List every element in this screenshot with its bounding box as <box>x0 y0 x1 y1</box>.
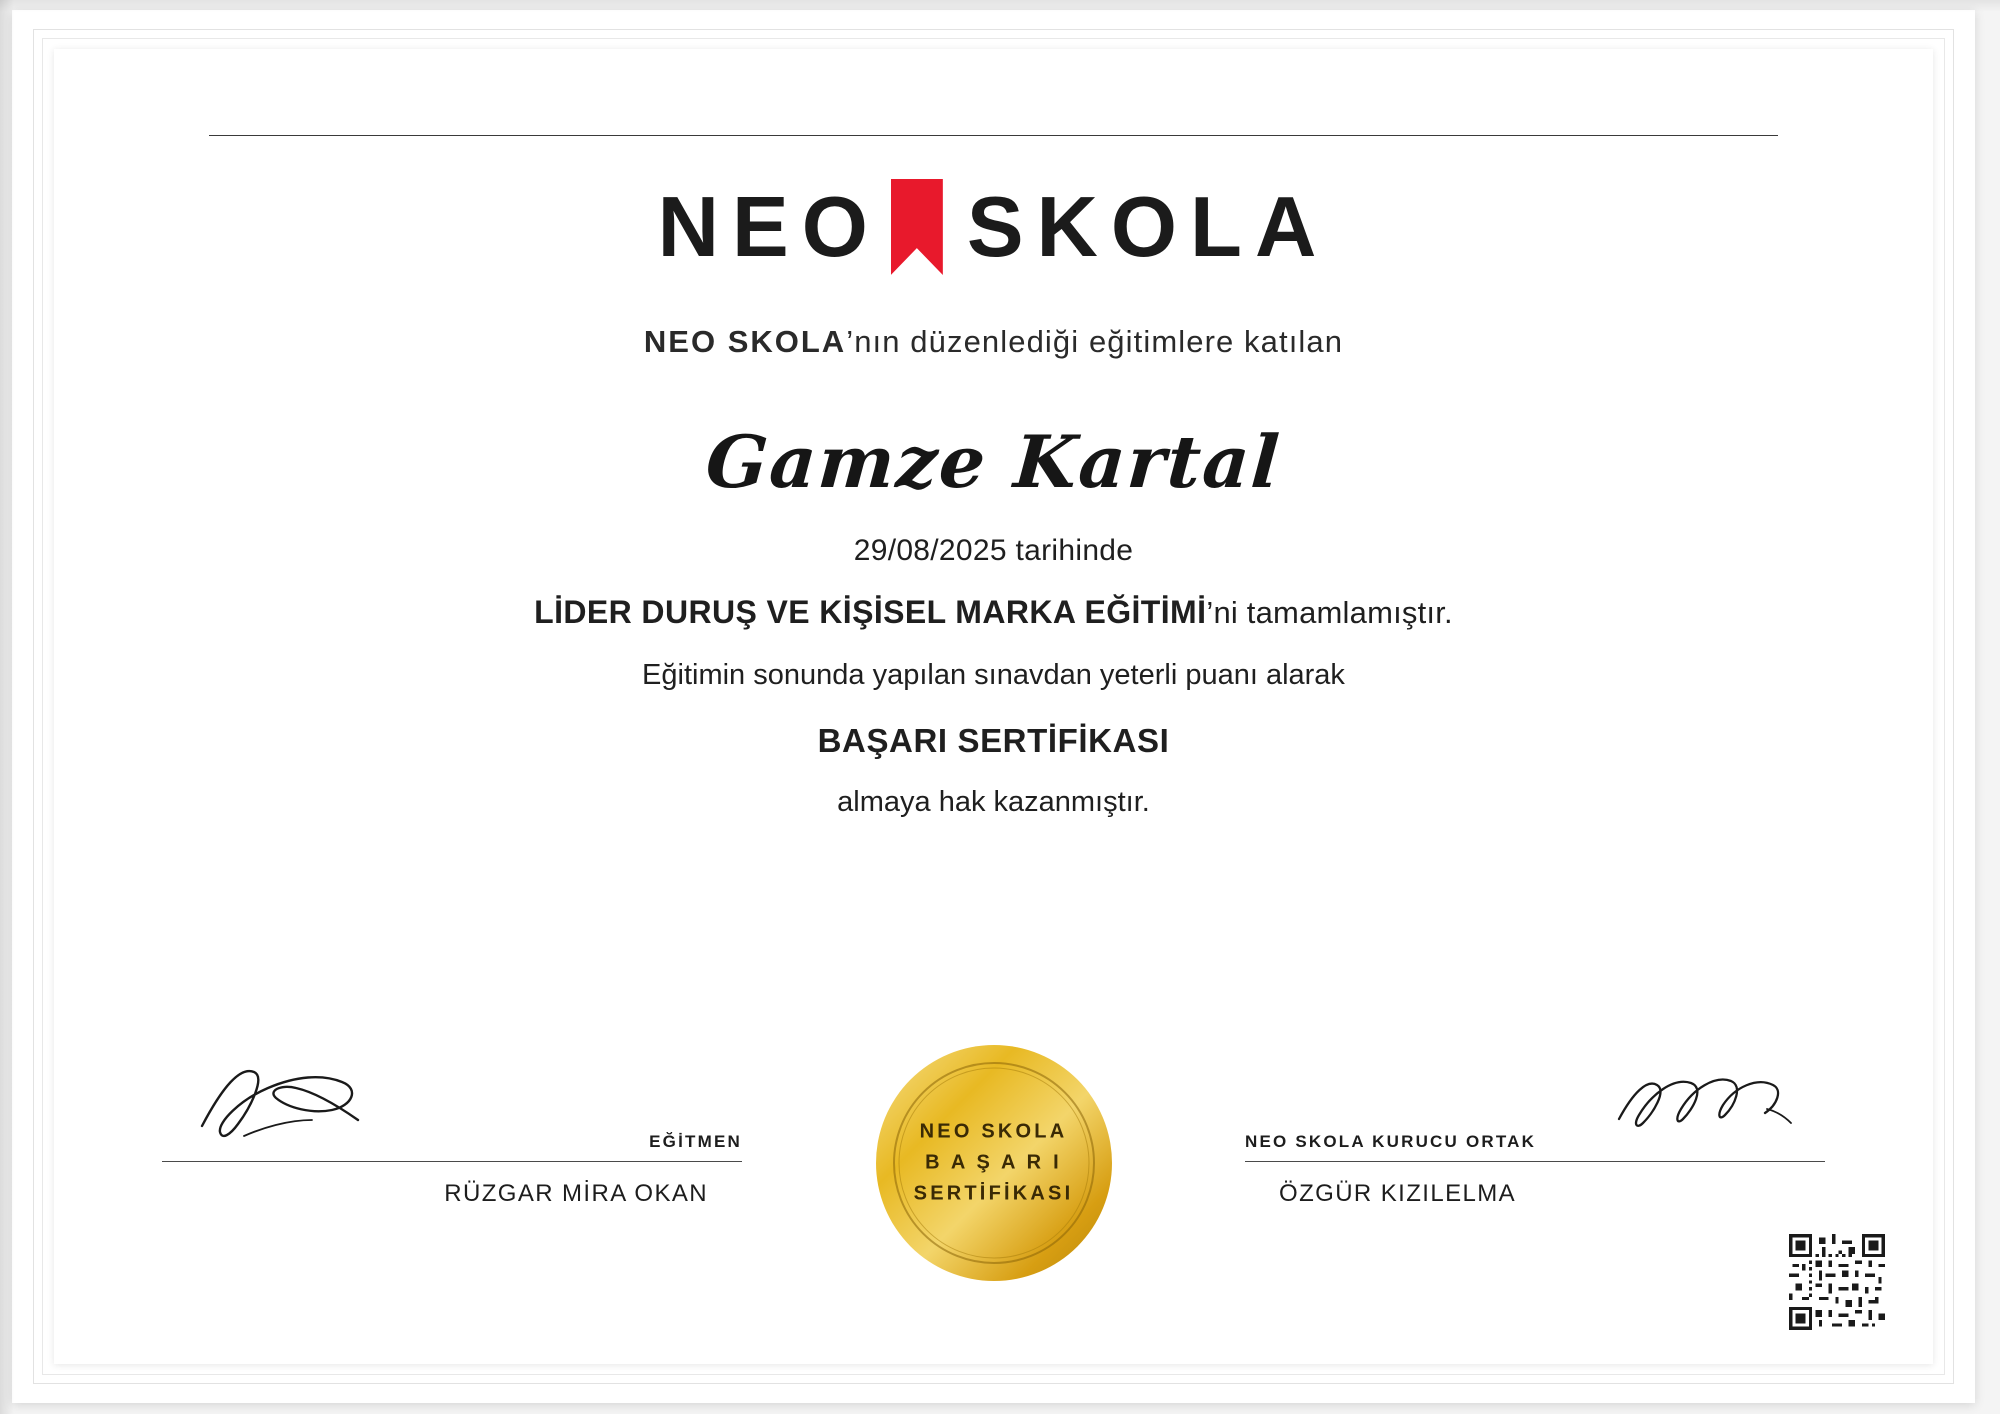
subtitle-brand: NEO SKOLA <box>643 324 847 359</box>
seal-line-3: SERTİFİKASI <box>913 1182 1074 1205</box>
seal-line-1: NEO SKOLA <box>919 1120 1068 1143</box>
ribbon-bookmark-icon <box>891 179 943 275</box>
certificate-body <box>54 534 1933 819</box>
scan-shadow-left <box>0 0 14 1414</box>
certificate-title-line: BAŞARI SERTİFİKASI <box>817 722 1170 759</box>
course-line <box>54 594 1933 631</box>
signature-name-left: RÜZGAR MİRA OKAN <box>444 1180 708 1207</box>
signature-name-right: ÖZGÜR KIZILELMA <box>1279 1180 1517 1207</box>
seal-line-2: B A Ş A R I <box>925 1151 1062 1174</box>
signature-rule-right <box>1245 1161 1825 1162</box>
qr-code[interactable] <box>1789 1234 1885 1330</box>
certificate-subtitle <box>54 324 1933 360</box>
subtitle-rest: ’nın düzenlediği eğitimlere katılan <box>846 324 1344 359</box>
closing-line: almaya hak kazanmıştır. <box>837 786 1150 818</box>
seal-text <box>871 1117 1117 1210</box>
logo-word-neo: NEO <box>657 179 881 275</box>
signature-role-right: NEO SKOLA KURUCU ORTAK <box>1245 1132 1537 1151</box>
certificate-card <box>54 49 1933 1364</box>
certificate-content <box>54 49 1933 1364</box>
logo-word-skola: SKOLA <box>966 179 1330 275</box>
neoskola-logo <box>54 179 1933 275</box>
header-divider <box>209 135 1778 136</box>
issue-date-line: 29/08/2025 tarihinde <box>853 534 1134 567</box>
gold-seal <box>871 1040 1117 1286</box>
exam-line: Eğitimin sonunda yapılan sınavdan yeterli puanı alarak <box>642 659 1345 691</box>
course-name: LİDER DURUŞ VE KİŞİSEL MARKA EĞİTİMİ <box>534 594 1207 630</box>
recipient-name: Gamze Kartal <box>703 419 1284 504</box>
scan-shadow-top <box>0 0 2000 12</box>
signature-rule-left <box>162 1161 742 1162</box>
signature-mark-right <box>1607 1053 1807 1158</box>
certificate-paper <box>12 10 1975 1403</box>
course-suffix: ’ni tamamlamıştır. <box>1206 595 1453 630</box>
signature-mark-left <box>192 1048 402 1158</box>
signature-role-left: EĞİTMEN <box>649 1132 742 1151</box>
